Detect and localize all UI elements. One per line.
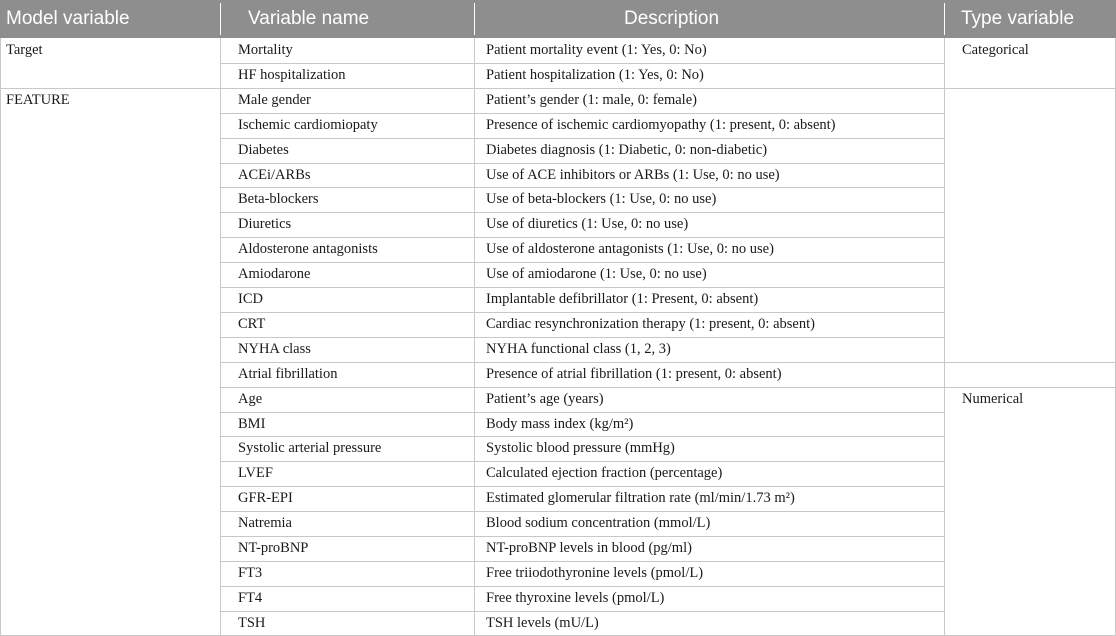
variable-name-cell: Amiodarone — [238, 266, 311, 282]
header-divider — [944, 3, 945, 35]
description-cell: Calculated ejection fraction (percentage) — [486, 465, 723, 481]
description-cell: Presence of atrial fibrillation (1: present, 0: absent) — [486, 366, 782, 382]
variable-name-cell: Diabetes — [238, 142, 289, 158]
variable-name-cell: Aldosterone antagonists — [238, 241, 378, 257]
variable-name-cell: Ischemic cardiomiopaty — [238, 117, 378, 133]
header-model-variable: Model variable — [6, 8, 130, 29]
variable-name-cell: ACEi/ARBs — [238, 167, 311, 183]
description-cell: Cardiac resynchronization therapy (1: present, 0: absent) — [486, 316, 815, 332]
variable-name-cell: Mortality — [238, 42, 293, 58]
column-border — [944, 38, 945, 636]
group-label-target: Target — [6, 42, 43, 58]
header-divider — [474, 3, 475, 35]
group-label-feature: FEATURE — [6, 92, 70, 108]
variable-name-cell: NYHA class — [238, 341, 311, 357]
variable-name-cell: GFR-EPI — [238, 490, 293, 506]
description-cell: Patient’s age (years) — [486, 391, 604, 407]
description-cell: NYHA functional class (1, 2, 3) — [486, 341, 671, 357]
variable-name-cell: NT-proBNP — [238, 540, 309, 556]
description-cell: Body mass index (kg/m²) — [486, 416, 634, 432]
description-cell: NT-proBNP levels in blood (pg/ml) — [486, 540, 692, 556]
description-cell: Use of ACE inhibitors or ARBs (1: Use, 0: no use) — [486, 167, 780, 183]
variable-name-cell: CRT — [238, 316, 266, 332]
variable-name-cell: FT3 — [238, 565, 263, 581]
description-cell: Use of amiodarone (1: Use, 0: no use) — [486, 266, 707, 282]
variable-name-cell: HF hospitalization — [238, 67, 346, 83]
header-divider — [220, 3, 221, 35]
description-cell: Diabetes diagnosis (1: Diabetic, 0: non-diabetic) — [486, 142, 768, 158]
variable-name-cell: Diuretics — [238, 216, 292, 232]
description-cell: Implantable defibrillator (1: Present, 0: absent) — [486, 291, 759, 307]
description-cell: Presence of ischemic cardiomyopathy (1: present, 0: absent) — [486, 117, 836, 133]
description-cell: Use of beta-blockers (1: Use, 0: no use) — [486, 191, 717, 207]
variable-name-cell: TSH — [238, 615, 266, 631]
variable-name-cell: LVEF — [238, 465, 273, 481]
type-label-categorical: Categorical — [962, 42, 1029, 58]
description-cell: Patient hospitalization (1: Yes, 0: No) — [486, 67, 704, 83]
variable-name-cell: Atrial fibrillation — [238, 366, 338, 382]
description-cell: Free triiodothyronine levels (pmol/L) — [486, 565, 704, 581]
description-cell: Systolic blood pressure (mmHg) — [486, 440, 675, 456]
description-cell: Estimated glomerular filtration rate (ml/min/1.73 m²) — [486, 490, 795, 506]
variable-name-cell: BMI — [238, 416, 266, 432]
header-variable-name: Variable name — [248, 8, 370, 29]
column-border — [0, 38, 1, 636]
header-type-variable: Type variable — [961, 8, 1075, 29]
group-divider — [944, 362, 1116, 363]
header-description: Description — [624, 8, 720, 29]
variable-name-cell: Age — [238, 391, 263, 407]
description-cell: Use of aldosterone antagonists (1: Use, 0: no use) — [486, 241, 774, 257]
group-divider — [944, 88, 1116, 89]
table-header — [0, 0, 1116, 38]
variable-name-cell: Beta-blockers — [238, 191, 319, 207]
type-label-numerical: Numerical — [962, 391, 1024, 407]
description-cell: Blood sodium concentration (mmol/L) — [486, 515, 711, 531]
description-cell: Patient’s gender (1: male, 0: female) — [486, 92, 697, 108]
variable-name-cell: ICD — [238, 291, 263, 307]
variable-name-cell: FT4 — [238, 590, 263, 606]
description-cell: Free thyroxine levels (pmol/L) — [486, 590, 665, 606]
description-cell: Patient mortality event (1: Yes, 0: No) — [486, 42, 707, 58]
description-cell: TSH levels (mU/L) — [486, 615, 599, 631]
variable-name-cell: Natremia — [238, 515, 292, 531]
variable-name-cell: Male gender — [238, 92, 311, 108]
description-cell: Use of diuretics (1: Use, 0: no use) — [486, 216, 689, 232]
variable-name-cell: Systolic arterial pressure — [238, 440, 382, 456]
